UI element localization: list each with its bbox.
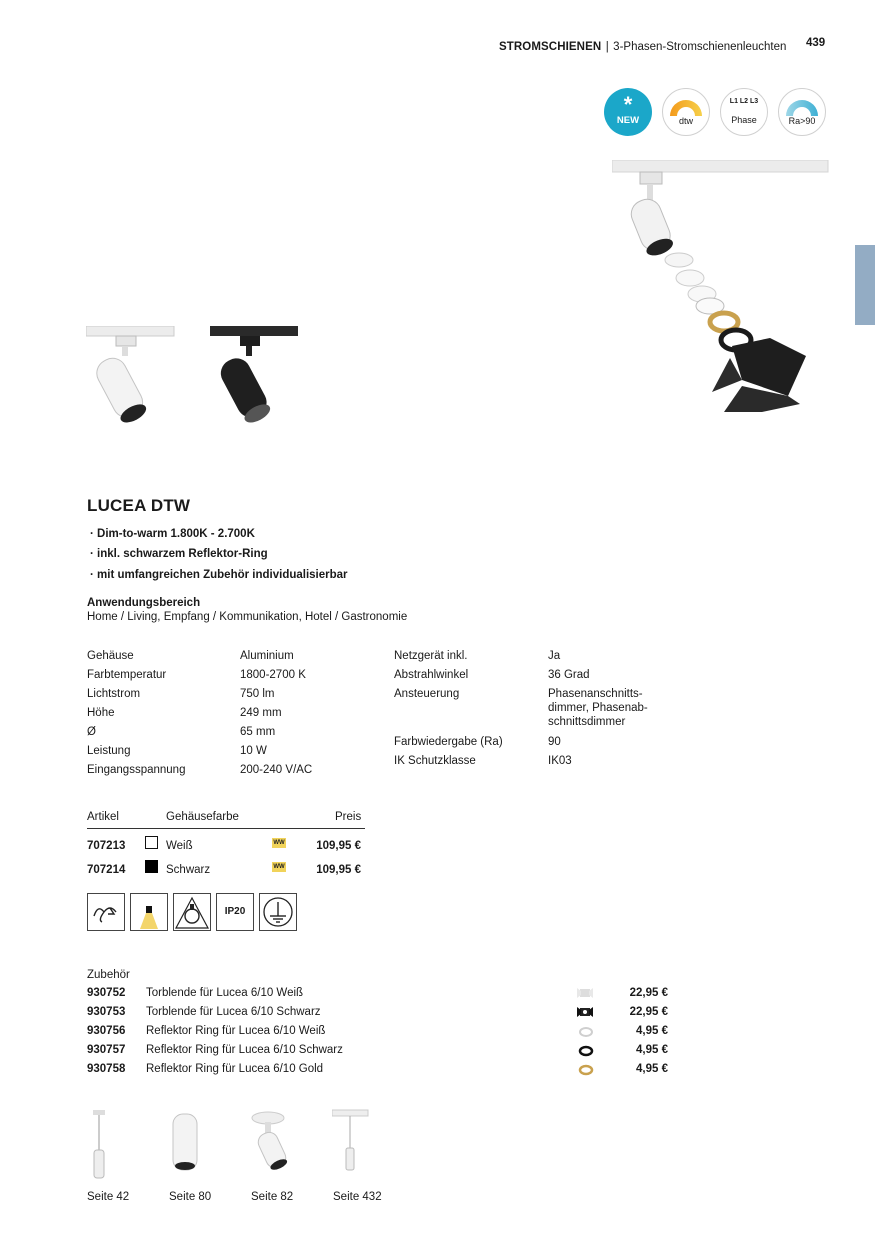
- gold-ring-thumb: [578, 1064, 594, 1076]
- accessories-heading: Zubehör: [87, 969, 130, 981]
- dtw-badge: [662, 88, 710, 136]
- spec-label: Leistung: [87, 745, 131, 757]
- accessory-price: 4,95 €: [636, 1063, 668, 1075]
- related-page-link[interactable]: Seite 432: [333, 1191, 382, 1203]
- spec-row: [87, 744, 130, 758]
- spec-value: Ja: [548, 650, 561, 662]
- new-badge-label: NEW: [616, 115, 640, 126]
- ip20-icon: [216, 893, 254, 931]
- exploded-product-image: [612, 160, 832, 420]
- ra-badge: [778, 88, 826, 136]
- accessory-number: 930756: [87, 1025, 126, 1037]
- new-badge: [604, 88, 652, 136]
- spec-value: 65 mm: [240, 726, 276, 738]
- application-heading: Anwendungsbereich: [87, 597, 201, 609]
- application-text: Home / Living, Empfang / Kommunikation, Hotel / Gastronomie: [87, 611, 408, 623]
- accessory-price: 22,95 €: [629, 987, 668, 999]
- color-swatch-white: [145, 836, 158, 849]
- spec-label: Abstrahlwinkel: [394, 669, 469, 681]
- white-ring-thumb: [578, 1026, 594, 1038]
- article-color: Schwarz: [166, 864, 211, 876]
- spec-label: IK Schutzklasse: [394, 755, 476, 767]
- bullet-1: · Dim-to-warm 1.800K - 2.700K: [90, 528, 255, 540]
- spec-label: Gehäuse: [87, 650, 134, 662]
- led-light-icon: [130, 893, 168, 931]
- header-section: STROMSCHIENEN: [499, 41, 602, 53]
- article-price: 109,95 €: [316, 840, 361, 852]
- chapter-side-tab[interactable]: [855, 245, 875, 325]
- dtw-badge-label: dtw: [678, 116, 693, 126]
- article-number: 707214: [87, 864, 126, 876]
- product-title: LUCEA DTW: [87, 496, 191, 515]
- beam-angle-icon: [173, 893, 211, 931]
- phase-badge: [720, 88, 768, 136]
- article-price: 109,95 €: [316, 864, 361, 876]
- spec-row: [87, 725, 96, 739]
- related-spot-image: [250, 1110, 294, 1174]
- spec-label: Netzgerät inkl.: [394, 650, 468, 662]
- spec-label: Farbwiedergabe (Ra): [394, 736, 503, 748]
- accessory-number: 930758: [87, 1063, 126, 1075]
- spec-label: Höhe: [87, 707, 115, 719]
- spec-row: [87, 706, 115, 720]
- accessory-name: Reflektor Ring für Lucea 6/10 Weiß: [146, 1025, 326, 1037]
- col-header-color: Gehäusefarbe: [166, 811, 239, 823]
- accessory-name: Reflektor Ring für Lucea 6/10 Gold: [146, 1063, 324, 1075]
- spec-value: 10 W: [240, 745, 267, 757]
- related-page-link[interactable]: Seite 42: [87, 1191, 130, 1203]
- product-image-white: [86, 326, 176, 426]
- phase-lines-icon: L1 L2 L3: [729, 98, 759, 105]
- header-subsection: 3-Phasen-Stromschienenleuchten: [613, 41, 787, 53]
- protection-class-icon: [259, 893, 297, 931]
- white-barndoor-thumb: [577, 986, 593, 1000]
- ip20-label: IP20: [224, 906, 246, 917]
- spec-value: 750 lm: [240, 688, 275, 700]
- spec-value: 1800-2700 K: [240, 669, 306, 681]
- header-separator: |: [605, 41, 609, 53]
- spec-row: [87, 649, 134, 663]
- col-header-price: Preis: [335, 811, 362, 823]
- accessory-number: 930753: [87, 1006, 126, 1018]
- bullet-2: · inkl. schwarzem Reflektor-Ring: [90, 548, 268, 560]
- spec-label: Lichtstrom: [87, 688, 141, 700]
- dimmable-icon: [87, 893, 125, 931]
- spec-value: Aluminium: [240, 650, 294, 662]
- related-page-link[interactable]: Seite 80: [169, 1191, 212, 1203]
- spec-row: [87, 668, 166, 682]
- accessory-price: 4,95 €: [636, 1044, 668, 1056]
- warm-white-icon: WW: [273, 840, 285, 846]
- accessory-price: 4,95 €: [636, 1025, 668, 1037]
- article-number: 707213: [87, 840, 126, 852]
- spec-value: IK03: [548, 755, 572, 767]
- star-icon: *: [623, 92, 633, 117]
- related-surface-image: [168, 1110, 202, 1174]
- accessory-number: 930757: [87, 1044, 126, 1056]
- black-ring-thumb: [578, 1045, 594, 1057]
- spec-label: Ansteuerung: [394, 688, 460, 700]
- spec-row: [87, 763, 185, 777]
- spec-label: Ø: [87, 726, 96, 738]
- spec-value: Phasenanschnitts-: [548, 688, 643, 700]
- phase-badge-label: Phase: [731, 115, 757, 125]
- accessory-number: 930752: [87, 987, 126, 999]
- accessory-name: Torblende für Lucea 6/10 Weiß: [146, 987, 304, 999]
- product-image-black: [210, 326, 300, 426]
- accessory-price: 22,95 €: [629, 1006, 668, 1018]
- warm-white-icon: WW: [273, 864, 285, 870]
- col-header-article: Artikel: [87, 811, 119, 823]
- dim-to-warm-icon: [663, 92, 709, 118]
- accessory-name: Reflektor Ring für Lucea 6/10 Schwarz: [146, 1044, 343, 1056]
- spec-value: 90: [548, 736, 561, 748]
- related-page-link[interactable]: Seite 82: [251, 1191, 294, 1203]
- color-rendering-icon: [779, 92, 825, 118]
- bullet-3: · mit umfangreichen Zubehör individualisierbar: [90, 569, 348, 581]
- page-number: 439: [806, 37, 826, 49]
- spec-value-cont: schnittsdimmer: [548, 716, 626, 728]
- article-color: Weiß: [166, 840, 193, 852]
- spec-value: 249 mm: [240, 707, 282, 719]
- spec-row: [87, 687, 140, 701]
- spec-label: Farbtemperatur: [87, 669, 167, 681]
- accessory-name: Torblende für Lucea 6/10 Schwarz: [146, 1006, 321, 1018]
- related-track-pendant-image: [332, 1108, 372, 1172]
- ra-badge-label: Ra>90: [788, 116, 816, 126]
- related-pendant-image: [85, 1108, 115, 1180]
- page-header: [499, 37, 786, 55]
- color-swatch-black: [145, 860, 158, 873]
- spec-value-cont: dimmer, Phasenab-: [548, 702, 648, 714]
- black-barndoor-thumb: [577, 1005, 593, 1019]
- spec-label: Eingangsspannung: [87, 764, 186, 776]
- spec-value: 200-240 V/AC: [240, 764, 313, 776]
- spec-value: 36 Grad: [548, 669, 590, 681]
- table-header-rule: [87, 828, 365, 829]
